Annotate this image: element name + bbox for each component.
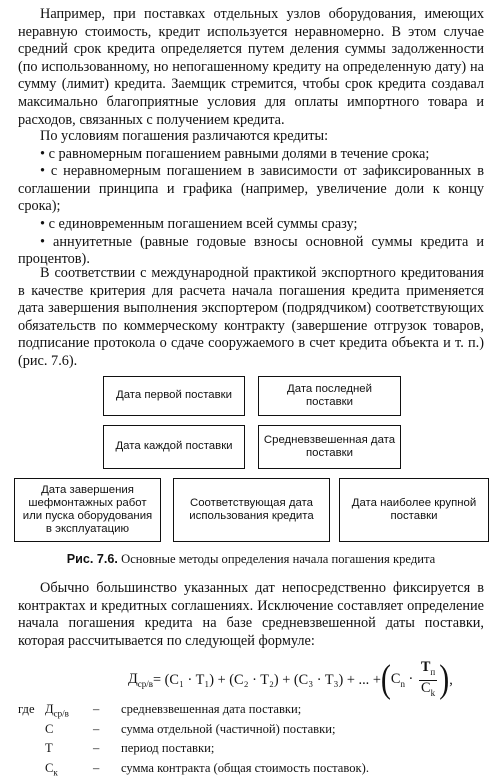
formula-close-paren: ) bbox=[439, 657, 450, 701]
weighted-date-formula bbox=[18, 658, 484, 702]
formula-open-paren: ( bbox=[380, 657, 391, 701]
formula-cn: $C_n$ · bbox=[390, 671, 417, 689]
paragraph-1: Например, при поставках отдельных узлов оборудования, имеющих неравную стоимость, кредит используется неравномерно. В этом случае средний срок кредита определяется путем деления суммы задолженности (по использованному, но непогашенному кредиту на определенную дату) на сумму (лимит) кредита. Заемщик стремится, чтобы срок кредита создавал максимально благоприятные условия для оплаты импортного товара и расходов, связанных с получением кредита. bbox=[18, 6, 484, 128]
paragraph-2: По условиям погашения различаются кредиты: bbox=[40, 128, 329, 144]
diagram-box-first-delivery: Дата первой поставки bbox=[103, 376, 245, 416]
paragraph-3: В соответствии с международной практикой экспортного кредитования в качестве критерия для расчета начала погашения кредита применяется дата завершения выполнения экспортером (подрядчиком) соответствующих обязательств по коммерческому контракту (завершение отгрузок товаров, подписание протокола о сдаче сооружаемого в счет кредита объекта и т. п.) (рис. 7.6). bbox=[18, 265, 484, 369]
figure-caption-text: Основные методы определения начала погашения кредита bbox=[121, 552, 436, 566]
formula-tail: , bbox=[449, 671, 453, 688]
legend-row: где $Д_{ср/в}$ – средневзвешенная дата поставки; bbox=[18, 702, 302, 719]
bullet-item: • с равномерным погашением равными долями в течение срока; bbox=[40, 145, 430, 162]
legend-row: С – сумма отдельной (частичной) поставки; bbox=[45, 721, 336, 736]
bullet-item: • с неравномерным погашением в зависимости от зафиксированных в соглашении принципа и графика (например, увеличение доли к концу срока); bbox=[18, 163, 484, 215]
diagram-box-credit-usage-date: Соответствующая дата использования кредита bbox=[173, 478, 330, 542]
figure-label: Рис. 7.6. bbox=[66, 552, 118, 566]
diagram-box-weighted-average-date: Средневзвешенная дата поставки bbox=[258, 425, 401, 469]
diagram-box-largest-delivery: Дата наиболее крупной поставки bbox=[339, 478, 489, 542]
bullet-item: • с единовременным погашением всей суммы сразу; bbox=[40, 215, 358, 232]
formula-lhs: $Д_{ср/в}$ bbox=[128, 671, 154, 689]
repayment-types-section bbox=[18, 128, 484, 269]
fraction-numerator: $T_п$ bbox=[419, 660, 437, 681]
formula-legend bbox=[18, 702, 484, 780]
diagram-box-installation-completion: Дата завершения шефмонтажных работ или пуска оборудования в эксплуатацию bbox=[14, 478, 161, 542]
bullet-item: • аннуитетные (равные годовые взносы основной суммы кредита и процентов). bbox=[18, 233, 484, 268]
formula-body: = (C₁ · T₁) + (C₂ · T₂) + (C₃ · T₃) + ... + bbox=[153, 671, 381, 688]
diagram-box-last-delivery: Дата последней поставки bbox=[258, 376, 401, 416]
figure-caption bbox=[18, 551, 484, 567]
formula-fraction bbox=[419, 660, 437, 701]
legend-row: Т – период поставки; bbox=[45, 741, 215, 756]
diagram-box-each-delivery: Дата каждой поставки bbox=[103, 425, 245, 469]
paragraph-4: Обычно большинство указанных дат непосредственно фиксируется в контрактах и кредитных соглашениях. Исключение составляет определение начала погашения кредита на базе средневзвешенной даты поставки, которая рассчитывается по следующей формуле: bbox=[18, 580, 484, 649]
legend-row: $С_к$ – сумма контракта (общая стоимость поставок). bbox=[45, 760, 370, 778]
fraction-denominator: $C_k$ bbox=[421, 679, 436, 698]
